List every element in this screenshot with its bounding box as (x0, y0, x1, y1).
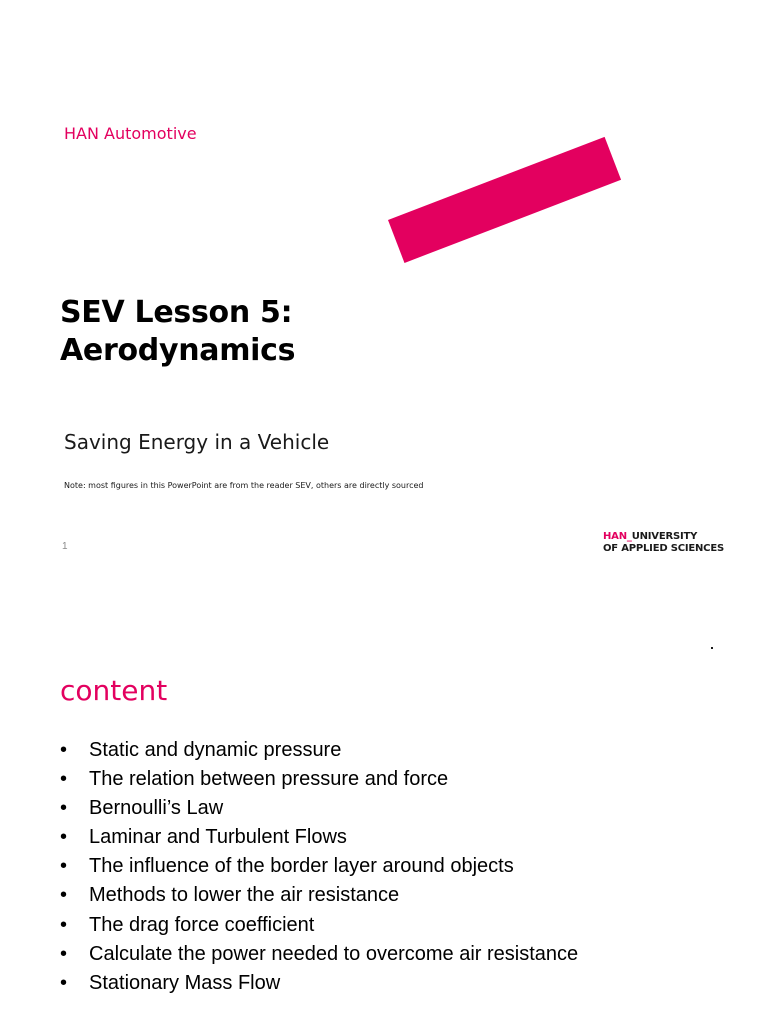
bullet-icon: • (60, 913, 68, 936)
slide-title (60, 294, 295, 370)
bullet-icon: • (60, 884, 68, 907)
bullet-icon: • (60, 942, 68, 965)
list-item-text: Methods to lower the air resistance (89, 884, 400, 907)
bullet-icon: • (60, 797, 68, 820)
list-item-text: The influence of the border layer around objects (89, 855, 514, 878)
bullet-icon: • (60, 768, 68, 791)
list-item-text: Static and dynamic pressure (89, 739, 342, 761)
list-item (60, 969, 578, 998)
list-item (60, 823, 578, 852)
list-item (60, 940, 578, 969)
logo-han: HAN_ (603, 531, 632, 542)
list-item (60, 852, 578, 881)
list-item (60, 765, 578, 794)
list-item-text: Calculate the power needed to overcome air resistance (89, 942, 579, 965)
accent-bar-shape (388, 137, 621, 263)
list-item-text: Stationary Mass Flow (89, 971, 281, 994)
bullet-icon: • (60, 855, 68, 878)
list-item (60, 881, 578, 910)
page-number: 1 (62, 541, 68, 552)
list-item-text: Laminar and Turbulent Flows (89, 826, 347, 849)
dot-mark (711, 647, 713, 649)
bullet-icon: • (60, 739, 68, 761)
list-item (60, 911, 578, 940)
content-bullet-list (60, 736, 578, 998)
list-item-text: The relation between pressure and force (89, 768, 449, 791)
list-item (60, 736, 578, 765)
content-title: content (60, 674, 168, 707)
bullet-icon: • (60, 826, 68, 849)
list-item-text: The drag force coefficient (89, 913, 315, 936)
source-note: Note: most figures in this PowerPoint are from the reader SEV, others are directly sourced (64, 481, 424, 490)
content-slide (0, 640, 768, 1024)
list-item (60, 794, 578, 823)
logo-applied-sciences: OF APPLIED SCIENCES (603, 543, 724, 554)
brand-label: HAN Automotive (64, 124, 197, 143)
han-university-logo (603, 531, 724, 555)
title-line-2: Aerodynamics (60, 333, 296, 368)
title-line-1: SEV Lesson 5: (60, 295, 293, 330)
logo-university: UNIVERSITY (631, 531, 698, 542)
slide-subtitle: Saving Energy in a Vehicle (64, 430, 330, 454)
bullet-icon: • (60, 971, 68, 994)
list-item-text: Bernoulli’s Law (89, 797, 224, 820)
